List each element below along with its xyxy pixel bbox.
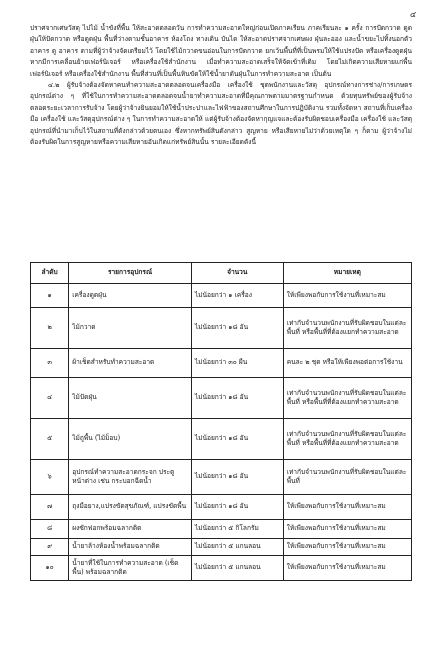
row-name: เครื่องดูดฝุ่น [69,284,192,308]
paragraph-cleaning-procedure: ปราศจากเศษวัสดุ ไปไม้ น้ำขังที่พื้น ให้สะอาดตลอดวัน การทำความสะอาดใหญ่ก่อนเปิดภาคเรียน ภาคเรียนละ ๑ ครั้ง การปัดกวาด ดูดฝุ่นให้ปัดกวาด หรือดูดฝุ่น พื้นที่ว่างตามชั้นอาคาร ห้องโถง ทางเดิน บันได ให้สะอาดปราศจากเศษผง ฝุ่นละออง และน้ำขยะไปทิ้งนอกตัวอาคาร ดู อาคาร ตามที่ผู้ว่าจ้างจัดเตรียมไว้ โดยใช้ไม้กวาดขนอ่อนในการปัดกวาด ยกเว้นพื้นที่ที่เป็นพรมให้ใช้แปรงปัด หรือเครื่องดูดฝุ่น หากมีการเคลื่อนย้ายเฟอร์นิเจอร์ หรือเครื่องใช้สำนักงาน เมื่อทำความสะอาดเสร็จให้จัดเข้าที่เดิม โดยไม่เกิดความเสียหายแก่พื้นเฟอร์นิเจอร์ หรือเครื่องใช้สำนักงาน พื้นที่ส่วนที่เป็นพื้นหินขัดให้ใช้น้ำยาดันฝุ่นในการทำความสะอาด เป็นต้น [30,24,412,78]
row-qty: ไม่น้อยกว่า ๕ แกนลอน [191,539,283,556]
header-qty: จำนวน [191,263,283,284]
row-note: ให้เพียงพอกับการใช้งานที่เหมาะสม [283,539,411,556]
row-qty: ไม่น้อยกว่า ๑ เครื่อง [191,284,283,308]
row-note: คนละ ๒ ชุด หรือให้เพียงพอต่อการใช้งาน [283,349,411,378]
table-row [31,419,412,460]
row-no: ๙ [31,539,69,556]
table-row [31,308,412,349]
row-name: ไม้ถูพื้น (ไม้ม็อบ) [69,419,192,460]
row-no: ๑๐ [31,556,69,581]
row-no: ๓ [31,349,69,378]
table-row [31,349,412,378]
paragraph-section-4-2: ๔.๒ ผู้รับจ้างต้องจัดหาคนทำความสะอาดตลอดจนเครื่องมือ เครื่องใช้ ชุดพนักงานและวัสดุ อุปกรณ์ทางการช่าง/การเกษตร อุปกรณ์ต่าง ๆ ที่ใช้ในการทำความสะอาดตลอดจนน้ำยาทำความสะอาดที่มีคุณภาพตามมาตรฐานกำหนด ด้วยทุนทรัพย์ของผู้รับจ้าง ตลอดระยะเวลาการรับจ้าง โดยผู้ว่าจ้างยินยอมให้ใช้น้ำประปาและไฟฟ้าของสถานศึกษาในการปฏิบัติงาน รวมทั้งจัดหา สถานที่เก็บเครื่องมือ เครื่องใช้ และวัสดุอุปกรณ์ต่าง ๆ ในการทำความสะอาดให้ แต่ผู้รับจ้างต้องจัดหากุญแจและต้องรับผิดชอบเครื่องมือ เครื่องใช้ และวัสดุอุปกรณ์ที่นำมาเก็บไว้ในสถานที่ดังกล่าวด้วยตนเอง ซึ่งหากทรัพย์สินดังกล่าว สูญหาย หรือเสียหายไม่ว่าด้วยเหตุใด ๆ ก็ตาม ผู้ว่าจ้างไม่ต้องรับผิดในการสูญหายหรือความเสียหายอันเกิดแก่ทรัพย์สินนั้น รายละเอียดดังนี้ [30,81,412,147]
body-text [30,23,412,148]
row-name: ไม้กวาด [69,308,192,349]
row-qty: ไม่น้อยกว่า ๓๐ ผืน [191,349,283,378]
row-qty: ไม่น้อยกว่า ๑๘ อัน [191,308,283,349]
header-name: รายการอุปกรณ์ [69,263,192,284]
row-note: ให้เพียงพอกับการใช้งานที่เหมาะสม [283,520,411,539]
row-no: ๗ [31,495,69,520]
table-row [31,460,412,495]
row-note: ให้เพียงพอกับการใช้งานที่เหมาะสม [283,556,411,581]
table-row [31,495,412,520]
row-name: อุปกรณ์ทำความสะอาดกระจก ประตู หน้าต่าง เช่น กระบอกฉีดน้ำ [69,460,192,495]
row-name: น้ำยาที่ใช้ในการทำความสะอาด (เช็ดพื้น) พร้อมฉลากติด [69,556,192,581]
row-name: ถุงมือยาง,แปรงขัดสุขภัณฑ์, แปรงขัดพื้น [69,495,192,520]
table-row [31,556,412,581]
table-row [31,284,412,308]
row-qty: ไม่น้อยกว่า ๕ แกนลอน [191,556,283,581]
row-qty: ไม่น้อยกว่า ๑๘ อัน [191,378,283,419]
row-no: ๘ [31,520,69,539]
row-note: ให้เพียงพอกับการใช้งานที่เหมาะสม [283,284,411,308]
table-row [31,378,412,419]
row-no: ๖ [31,460,69,495]
page-number: ๔ [409,10,416,19]
row-note: เท่ากับจำนวนพนักงานที่รับผิดชอบในแต่ละพื้นที่ [283,460,411,495]
header-note: หมายเหตุ [283,263,411,284]
row-no: ๑ [31,284,69,308]
row-note: เท่ากับจำนวนพนักงานที่รับผิดชอบในแต่ละพื้นที่ หรือพื้นที่ที่ต้องแยกทำความสะอาด [283,308,411,349]
row-qty: ไม่น้อยกว่า ๑๘ อัน [191,460,283,495]
row-name: น้ำยาล้างห้องน้ำพร้อมฉลากติด [69,539,192,556]
row-note: ให้เพียงพอกับการใช้งานที่เหมาะสม [283,495,411,520]
row-qty: ไม่น้อยกว่า ๕ กิโลกรัม [191,520,283,539]
row-name: ไม้ปัดฝุ่น [69,378,192,419]
row-qty: ไม่น้อยกว่า ๑๘ อัน [191,495,283,520]
row-note: เท่ากับจำนวนพนักงานที่รับผิดชอบในแต่ละพื้นที่ หรือพื้นที่ที่ต้องแยกทำความสะอาด [283,378,411,419]
row-no: ๕ [31,419,69,460]
table-row [31,539,412,556]
header-no: ลำดับ [31,263,69,284]
row-qty: ไม่น้อยกว่า ๑๘ อัน [191,419,283,460]
row-note: เท่ากับจำนวนพนักงานที่รับผิดชอบในแต่ละพื้นที่ หรือพื้นที่ที่ต้องแยกทำความสะอาด [283,419,411,460]
row-no: ๒ [31,308,69,349]
table-header-row [31,263,412,284]
row-name: ผ้าเช็ดสำหรับทำความสะอาด [69,349,192,378]
row-no: ๔ [31,378,69,419]
row-name: ผงซักฟอกพร้อมฉลากติด [69,520,192,539]
table-row [31,520,412,539]
equipment-table [30,262,412,581]
